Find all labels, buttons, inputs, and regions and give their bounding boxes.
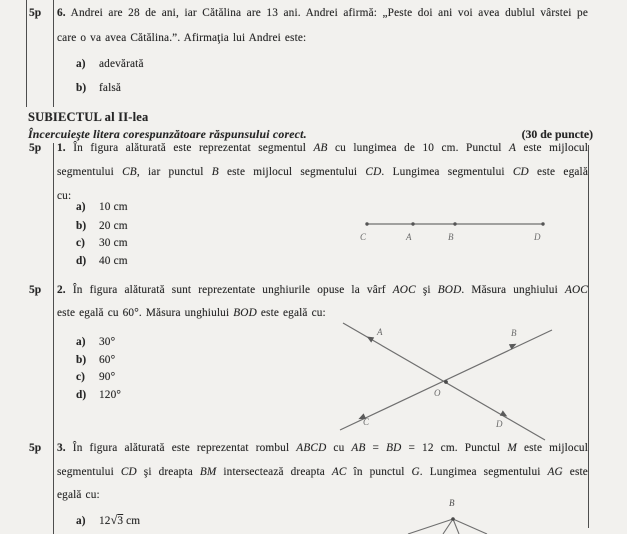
q3-line-3: egală cu: <box>57 489 100 501</box>
angle-point-d-label: D <box>496 419 503 429</box>
table1-left-border <box>26 0 27 107</box>
answer-letter: d) <box>76 389 87 401</box>
answer-value: 10 cm <box>99 201 128 213</box>
answer-value: falsă <box>99 82 122 94</box>
q1-line-1: 1. În figura alăturată este reprezentat segmentul AB cu lungimea de 10 cm. Punctul A este mijlocul <box>57 142 588 154</box>
answer-letter: b) <box>76 82 87 94</box>
answer-value: 12√3 cm <box>99 513 141 527</box>
q2-score: 5p <box>29 284 42 296</box>
q1-score: 5p <box>29 142 42 154</box>
segment-point-c-label: C <box>360 232 367 242</box>
answer-letter: c) <box>76 371 86 383</box>
answer-value: 60° <box>99 354 116 366</box>
segment-figure <box>358 216 550 246</box>
answer-value: 120° <box>99 389 122 401</box>
angle-point-b-label: B <box>511 328 517 338</box>
segment-point-b-label: B <box>448 232 454 242</box>
q1-answer-c <box>76 237 128 249</box>
q6-score: 5p <box>29 7 42 19</box>
q1-line-3: cu: <box>57 190 72 202</box>
answer-value: 20 cm <box>99 220 128 232</box>
answer-letter: a) <box>76 336 86 348</box>
answer-letter: a) <box>76 201 86 213</box>
vertical-angles-figure <box>333 316 558 444</box>
answer-value: 30 cm <box>99 237 128 249</box>
section2-title: SUBIECTUL al II-lea <box>28 110 149 124</box>
q1-answer-d <box>76 255 128 267</box>
q1-line-2: segmentului CB, iar punctul B este mijlocul segmentului CD. Lungimea segmentului CD este egală <box>57 166 588 178</box>
answer-value: adevărată <box>99 58 144 70</box>
answer-letter: c) <box>76 237 86 249</box>
segment-point-a-label: A <box>406 232 412 242</box>
q2-line-1: 2. În figura alăturată sunt reprezentate unghiurile opuse la vârf AOC şi BOD. Măsura unghiului AOC <box>57 284 588 296</box>
angle-point-a-label: A <box>377 327 383 337</box>
table2-score-divider <box>53 143 54 534</box>
answer-letter: a) <box>76 58 86 70</box>
angle-vertex-o-label: O <box>434 388 441 398</box>
q3-score: 5p <box>29 442 42 454</box>
q6-answer-b <box>76 82 121 94</box>
section2-instruction: Încercuieşte litera corespunzătoare răspunsului corect. <box>28 127 307 141</box>
q2-line-2: este egală cu 60°. Măsura unghiului BOD este egală cu: <box>57 307 326 319</box>
table2-right-border <box>588 145 589 528</box>
answer-value: 90° <box>99 371 116 383</box>
answer-letter: b) <box>76 220 87 232</box>
q2-answer-a <box>76 336 115 348</box>
q2-answer-b <box>76 354 115 366</box>
table1-score-divider <box>53 0 54 107</box>
q6-answer-a <box>76 58 144 70</box>
q6-line-2: care o va avea Cătălina.”. Afirmaţia lui Andrei este: <box>57 32 307 44</box>
q6-line-1: 6. Andrei are 28 de ani, iar Cătălina are 13 ani. Andrei afirmă: „Peste doi ani voi avea dublul vârstei pe <box>57 7 588 19</box>
segment-figure-drawing <box>358 216 550 246</box>
q1-answer-b <box>76 220 128 232</box>
answer-letter: a) <box>76 515 86 527</box>
rhombus-vertex-b-label: B <box>449 498 455 508</box>
q1-answer-a <box>76 201 128 213</box>
angle-point-c-label: C <box>363 417 370 427</box>
answer-letter: d) <box>76 255 87 267</box>
q3-line-2: segmentului CD şi dreapta BM intersectează dreapta AC în punctul G. Lungimea segmentului AG este <box>57 466 588 478</box>
segment-point-d-label: D <box>534 232 541 242</box>
answer-value: 40 cm <box>99 255 128 267</box>
q3-answer-a <box>76 513 140 528</box>
rhombus-figure <box>402 498 502 534</box>
q2-answer-d <box>76 389 121 401</box>
answer-letter: b) <box>76 354 87 366</box>
section2-points: (30 de puncte) <box>521 127 593 141</box>
answer-value: 30° <box>99 336 116 348</box>
q3-line-1: 3. În figura alăturată este reprezentat rombul ABCD cu AB = BD = 12 cm. Punctul M este mijlocul <box>57 442 588 454</box>
q2-answer-c <box>76 371 115 383</box>
